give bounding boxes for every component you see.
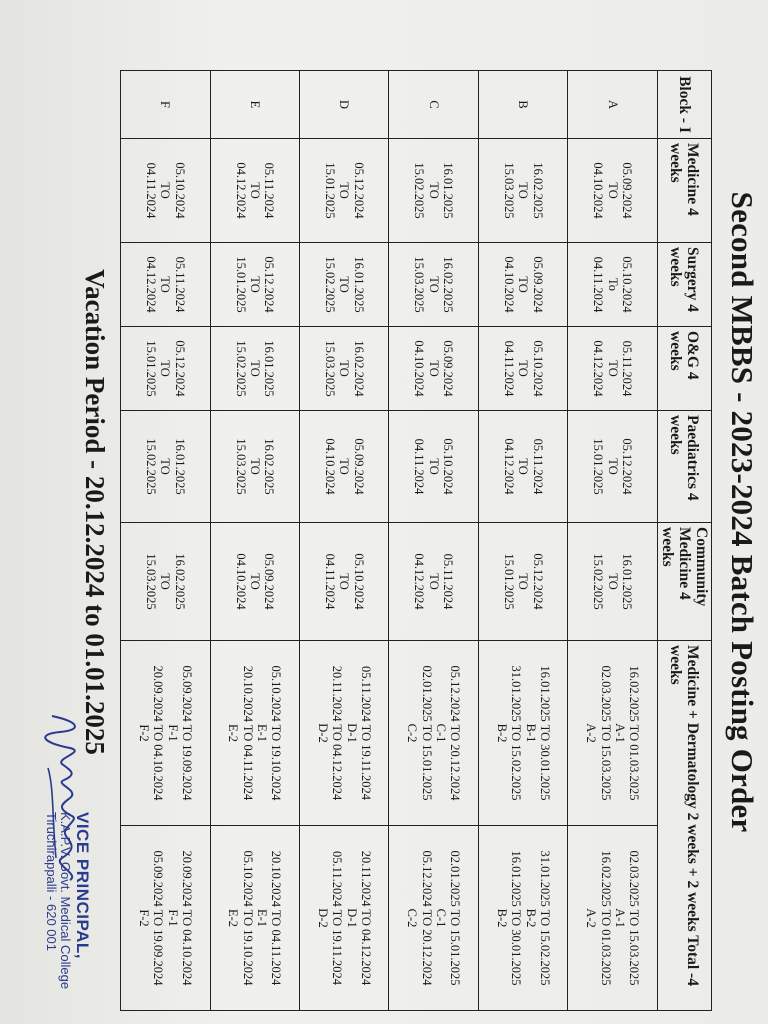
group-code: D-1: [344, 908, 359, 928]
date-value: 04.12.2024: [412, 553, 427, 610]
date-value: 05.12.2024: [172, 340, 187, 397]
paediatrics-dates-cell: [210, 411, 299, 523]
date-value: 05.11.2024: [441, 553, 456, 610]
date-range: 02.03.2025 TO 15.03.2025: [627, 850, 642, 986]
table-row: [121, 71, 211, 1011]
group-code: B-1: [523, 723, 538, 743]
date-value: 15.02.2025: [144, 438, 159, 495]
group-code: C-2: [405, 723, 420, 743]
date-separator: TO: [247, 573, 262, 590]
medicine-dates-cell: [210, 139, 299, 243]
date-separator: TO: [426, 360, 441, 377]
medicine-dates-cell: [568, 139, 657, 243]
med-derm-second-cell: [568, 826, 657, 1011]
date-separator: TO: [247, 276, 262, 293]
date-value: 05.11.2024: [530, 438, 545, 495]
date-separator: TO: [516, 573, 531, 590]
date-separator: TO: [247, 458, 262, 475]
table-row: [210, 71, 299, 1011]
med-derm-first-cell: [210, 641, 299, 826]
date-value: 04.12.2024: [591, 340, 606, 397]
group-code: B-2: [494, 908, 509, 928]
date-range: 05.09.2024 TO 19.09.2024: [151, 850, 166, 986]
group-code: A-2: [584, 908, 599, 928]
community-dates-cell: [389, 523, 478, 641]
posting-table: [120, 70, 712, 1011]
block-cell: B: [478, 71, 567, 139]
group-code: F-1: [165, 724, 180, 742]
date-value: 05.09.2024: [620, 162, 635, 219]
date-range: 16.02.2025 TO 01.03.2025: [598, 850, 613, 986]
surgery-dates-cell: [210, 243, 299, 327]
date-value: 16.01.2025: [351, 256, 366, 313]
date-range: 05.11.2024 TO 19.11.2024: [330, 850, 345, 986]
group-code: E-2: [226, 723, 241, 743]
date-value: 16.01.2025: [441, 162, 456, 219]
date-value: 16.02.2024: [351, 340, 366, 397]
date-range: 20.09.2024 TO 04.10.2024: [151, 665, 166, 801]
date-separator: TO: [337, 458, 352, 475]
date-separator: To: [605, 277, 620, 291]
community-dates-cell: [568, 523, 657, 641]
date-separator: TO: [158, 360, 173, 377]
date-value: 05.11.2024: [262, 162, 277, 219]
date-range: 05.12.2024 TO 20.12.2024: [448, 665, 463, 801]
date-separator: TO: [247, 360, 262, 377]
date-range: 20.09.2024 TO 04.10.2024: [180, 850, 195, 986]
date-range: 16.01.2025 TO 30.01.2025: [509, 850, 524, 986]
date-value: 05.12.2024: [530, 553, 545, 610]
date-value: 05.12.2024: [620, 438, 635, 495]
date-value: 04.11.2024: [412, 438, 427, 495]
date-separator: TO: [247, 182, 262, 199]
med-derm-second-cell: [389, 826, 478, 1011]
date-value: 04.10.2024: [501, 256, 516, 313]
og-dates-cell: [210, 327, 299, 411]
surgery-dates-cell: [121, 243, 211, 327]
group-code: D-2: [315, 908, 330, 928]
date-value: 04.10.2024: [412, 340, 427, 397]
table-row: [299, 71, 388, 1011]
table-body: [121, 71, 658, 1011]
date-value: 04.12.2024: [144, 256, 159, 313]
group-code: C-1: [434, 723, 449, 743]
date-separator: TO: [516, 276, 531, 293]
og-dates-cell: [121, 327, 211, 411]
date-value: 05.10.2024: [530, 340, 545, 397]
date-separator: TO: [426, 276, 441, 293]
surgery-dates-cell: [478, 243, 567, 327]
document-title: Second MBBS - 2023-2024 Batch Posting Order: [725, 191, 760, 833]
date-separator: TO: [158, 573, 173, 590]
date-value: 05.09.2024: [351, 438, 366, 495]
date-value: 15.01.2025: [591, 438, 606, 495]
vacation-period: Vacation Period - 20.12.2024 to 01.01.2025: [80, 269, 110, 755]
date-range: 20.11.2024 TO 04.12.2024: [330, 665, 345, 801]
date-value: 04.12.2024: [233, 162, 248, 219]
medicine-dates-cell: [389, 139, 478, 243]
date-value: 16.01.2025: [172, 438, 187, 495]
paediatrics-dates-cell: [121, 411, 211, 523]
med-derm-second-cell: [210, 826, 299, 1011]
med-derm-second-cell: [121, 826, 211, 1011]
date-separator: TO: [158, 276, 173, 293]
date-value: 15.03.2025: [323, 340, 338, 397]
date-separator: TO: [605, 458, 620, 475]
date-separator: TO: [605, 573, 620, 590]
date-range: 05.12.2024 TO 20.12.2024: [419, 850, 434, 986]
block-cell: D: [299, 71, 388, 139]
date-value: 05.11.2024: [620, 340, 635, 397]
med-derm-second-cell: [478, 826, 567, 1011]
date-value: 04.11.2024: [501, 340, 516, 397]
date-range: 02.01.2025 TO 15.01.2025: [448, 850, 463, 986]
group-code: E-1: [255, 723, 270, 743]
date-range: 31.01.2025 TO 15.02.2025: [537, 850, 552, 986]
community-dates-cell: [121, 523, 211, 641]
date-value: 15.01.2025: [323, 162, 338, 219]
stamp-address: Tiruchirappalli - 620 001: [43, 812, 59, 951]
group-code: C-2: [405, 908, 420, 928]
date-range: 02.01.2025 TO 15.01.2025: [419, 665, 434, 801]
paediatrics-dates-cell: [478, 411, 567, 523]
date-value: 04.10.2024: [591, 162, 606, 219]
block-cell: A: [568, 71, 657, 139]
header-surgery: Surgery 4 weeks: [657, 243, 711, 327]
date-value: 16.02.2025: [441, 256, 456, 313]
group-code: F-2: [136, 724, 151, 742]
header-paediatrics: Paediatrics 4 weeks: [657, 411, 711, 523]
date-value: 16.02.2025: [172, 553, 187, 610]
date-value: 15.02.2025: [233, 340, 248, 397]
date-separator: TO: [426, 182, 441, 199]
date-value: 05.10.2024: [351, 553, 366, 610]
paediatrics-dates-cell: [299, 411, 388, 523]
group-code: D-1: [344, 723, 359, 743]
date-value: 05.09.2024: [530, 256, 545, 313]
med-derm-first-cell: [121, 641, 211, 826]
medicine-dates-cell: [478, 139, 567, 243]
header-medicine: Medicine 4 weeks: [657, 139, 711, 243]
og-dates-cell: [478, 327, 567, 411]
vice-principal-stamp: [43, 812, 92, 1022]
community-dates-cell: [299, 523, 388, 641]
date-value: 05.10.2024: [441, 438, 456, 495]
date-separator: TO: [605, 360, 620, 377]
community-dates-cell: [210, 523, 299, 641]
date-value: 15.03.2025: [144, 553, 159, 610]
header-block: Block - I: [657, 71, 711, 139]
medicine-dates-cell: [121, 139, 211, 243]
header-row: [657, 71, 711, 1011]
table-row: [568, 71, 657, 1011]
group-code: D-2: [315, 723, 330, 743]
date-range: 20.11.2024 TO 04.12.2024: [358, 850, 373, 986]
date-value: 15.03.2025: [233, 438, 248, 495]
date-separator: TO: [426, 573, 441, 590]
date-value: 16.02.2025: [530, 162, 545, 219]
date-value: 16.02.2025: [262, 438, 277, 495]
date-value: 16.01.2025: [620, 553, 635, 610]
header-medicine-dermatology: Medicine + Dermatology 2 weeks + 2 weeks Total -4 weeks: [657, 641, 711, 1011]
header-og: O&G 4 weeks: [657, 327, 711, 411]
date-separator: TO: [158, 182, 173, 199]
date-value: 04.11.2024: [144, 162, 159, 219]
paediatrics-dates-cell: [568, 411, 657, 523]
date-separator: TO: [516, 458, 531, 475]
date-value: 15.01.2025: [501, 553, 516, 610]
date-value: 05.09.2024: [441, 340, 456, 397]
stamp-title: VICE PRINCIPAL,: [73, 812, 92, 959]
med-derm-second-cell: [299, 826, 388, 1011]
group-code: C-1: [434, 908, 449, 928]
date-range: 20.10.2024 TO 04.11.2024: [240, 665, 255, 801]
header-community-medicine: Community Medicine 4 weeks: [657, 523, 711, 641]
med-derm-first-cell: [478, 641, 567, 826]
date-range: 05.10.2024 TO 19.10.2024: [269, 665, 284, 801]
date-value: 15.03.2025: [501, 162, 516, 219]
group-code: B-2: [523, 908, 538, 928]
date-value: 05.10.2024: [620, 256, 635, 313]
date-value: 15.03.2025: [412, 256, 427, 313]
block-cell: C: [389, 71, 478, 139]
og-dates-cell: [389, 327, 478, 411]
group-code: F-2: [136, 909, 151, 927]
date-separator: TO: [337, 276, 352, 293]
date-value: 04.12.2024: [501, 438, 516, 495]
medicine-dates-cell: [299, 139, 388, 243]
surgery-dates-cell: [568, 243, 657, 327]
med-derm-first-cell: [568, 641, 657, 826]
date-value: 04.11.2024: [591, 256, 606, 313]
date-value: 15.01.2025: [233, 256, 248, 313]
date-value: 05.12.2024: [351, 162, 366, 219]
date-separator: TO: [516, 182, 531, 199]
group-code: B-2: [494, 723, 509, 743]
date-value: 05.11.2024: [172, 256, 187, 313]
surgery-dates-cell: [389, 243, 478, 327]
group-code: F-1: [165, 909, 180, 927]
date-range: 02.03.2025 TO 15.03.2025: [598, 665, 613, 801]
date-range: 16.02.2025 TO 01.03.2025: [627, 665, 642, 801]
date-value: 16.01.2025: [262, 340, 277, 397]
paediatrics-dates-cell: [389, 411, 478, 523]
date-range: 20.10.2024 TO 04.11.2024: [269, 850, 284, 986]
date-range: 05.09.2024 TO 19.09.2024: [180, 665, 195, 801]
og-dates-cell: [299, 327, 388, 411]
date-separator: TO: [158, 458, 173, 475]
community-dates-cell: [478, 523, 567, 641]
date-value: 04.10.2024: [233, 553, 248, 610]
date-separator: TO: [426, 458, 441, 475]
date-range: 05.11.2024 TO 19.11.2024: [358, 665, 373, 801]
group-code: A-2: [584, 723, 599, 743]
og-dates-cell: [568, 327, 657, 411]
date-separator: TO: [516, 360, 531, 377]
date-range: 31.01.2025 TO 15.02.2025: [509, 665, 524, 801]
date-separator: TO: [605, 182, 620, 199]
med-derm-first-cell: [389, 641, 478, 826]
date-value: 04.11.2024: [323, 553, 338, 610]
block-cell: F: [121, 71, 211, 139]
group-code: E-1: [255, 908, 270, 928]
date-value: 05.12.2024: [262, 256, 277, 313]
med-derm-first-cell: [299, 641, 388, 826]
table-row: [389, 71, 478, 1011]
date-separator: TO: [337, 573, 352, 590]
date-separator: TO: [337, 360, 352, 377]
date-range: 16.01.2025 TO 30.01.2025: [537, 665, 552, 801]
date-value: 04.10.2024: [323, 438, 338, 495]
group-code: E-2: [226, 908, 241, 928]
stamp-college: K.A.P.V. Govt. Medical College: [58, 812, 74, 990]
group-code: A-1: [613, 908, 627, 928]
date-range: 05.10.2024 TO 19.10.2024: [240, 850, 255, 986]
date-separator: TO: [337, 182, 352, 199]
group-code: A-1: [613, 723, 627, 743]
date-value: 05.09.2024: [262, 553, 277, 610]
date-value: 15.02.2025: [591, 553, 606, 610]
table-row: [478, 71, 567, 1011]
date-value: 05.10.2024: [172, 162, 187, 219]
date-value: 15.02.2025: [323, 256, 338, 313]
block-cell: E: [210, 71, 299, 139]
date-value: 15.01.2025: [144, 340, 159, 397]
date-value: 15.02.2025: [412, 162, 427, 219]
surgery-dates-cell: [299, 243, 388, 327]
